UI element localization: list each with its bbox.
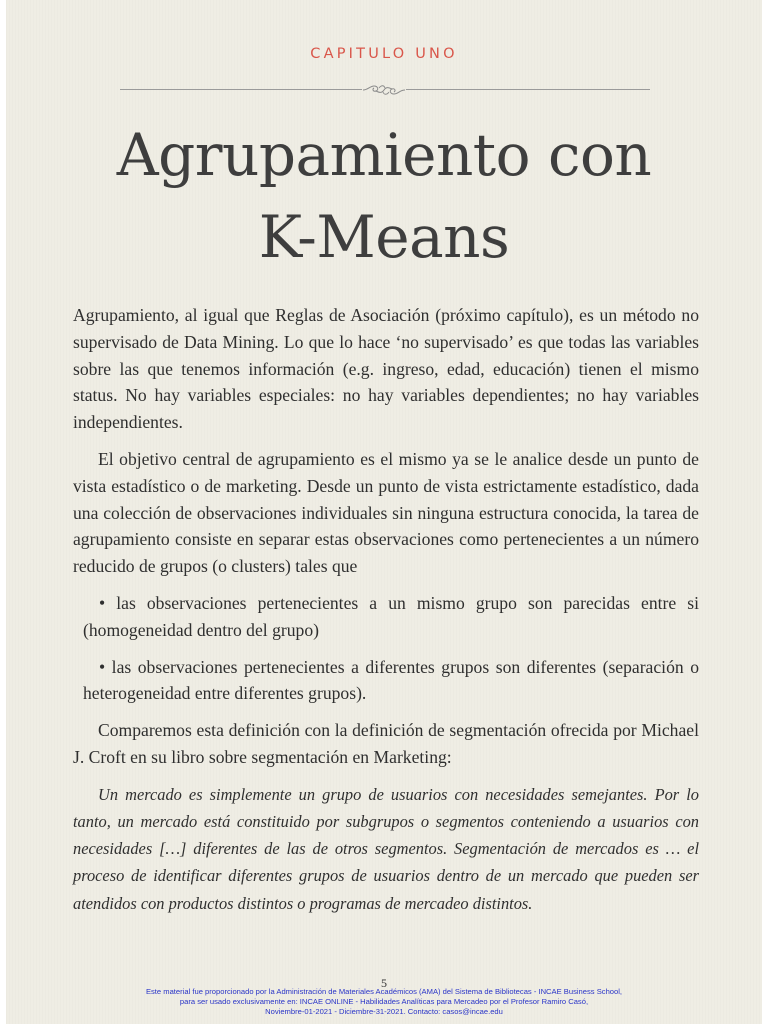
chapter-title-line-2: K-Means: [258, 203, 510, 271]
page-number: 5: [381, 976, 387, 990]
footer-line-2: para ser usado exclusivamente en: INCAE ONLINE - Habilidades Analíticas para Mercadeo por el Profesor Ramiro Casó,: [179, 997, 589, 1006]
block-quote-croft: Un mercado es simplemente un grupo de usuarios con necesidades semejantes. Por lo tanto, un mercado está constituido por subgrupos o segmentos conteniendo a usuarios con necesidades […] diferentes de las de otros segmentos. Segmentación de mercados es … el proceso de identificar diferentes grupos de usuarios dentro de un mercado que pueden ser atendidos con productos distintos o programas de mercadeo distintos.: [73, 784, 699, 913]
paragraph-objective: El objetivo central de agrupamiento es el mismo ya se le analice desde un punto de vista estadístico o de marketing. Desde un punto de vista estrictamente estadístico, dada una colección de observaciones individuales sin ninguna estructura conocida, la tarea de agrupamiento consiste en separar estas observaciones como pertenecientes a un número reducido de grupos (o clusters) tales que: [73, 448, 699, 577]
chapter-title: [6, 114, 762, 278]
flourish-ornament-icon: [362, 80, 406, 100]
footer-line-1: Este material fue proporcionado por la Administración de Materiales Académicos (AMA) del Sistema de Bibliotecas - INCAE Business School,: [145, 987, 623, 996]
left-divider-rule: [120, 89, 362, 90]
footer-notice: [6, 987, 762, 1017]
paragraph-comparison: Comparemos esta definición con la definición de segmentación ofrecida por Michael J. Croft en su libro sobre segmentación en Marketing:: [73, 720, 699, 767]
document-page: [6, 0, 762, 1024]
right-divider-rule: [406, 89, 650, 90]
chapter-title-line-1: Agrupamiento con: [116, 121, 652, 189]
body-text: [73, 302, 699, 927]
bullet-item-separation: • las observaciones pertenecientes a diferentes grupos son diferentes (separación o heterogeneidad entre diferentes grupos).: [83, 656, 699, 704]
footer-line-3: Noviembre-01-2021 - Diciembre-31-2021. Contacto: casos@incae.edu: [265, 1007, 503, 1016]
bullet-item-homogeneity: • las observaciones pertenecientes a un mismo grupo son parecidas entre si (homogeneidad dentro del grupo): [83, 592, 699, 640]
chapter-label: CAPITULO UNO: [310, 46, 458, 62]
paragraph-intro: Agrupamiento, al igual que Reglas de Asociación (próximo capítulo), es un método no supervisado de Data Mining. Lo que lo hace ‘no supervisado’ es que todas las variables sobre las que tenemos información (e.g. ingreso, edad, educación) tienen el mismo status. No hay variables especiales: no hay variables dependientes; no hay variables independientes.: [73, 305, 699, 433]
